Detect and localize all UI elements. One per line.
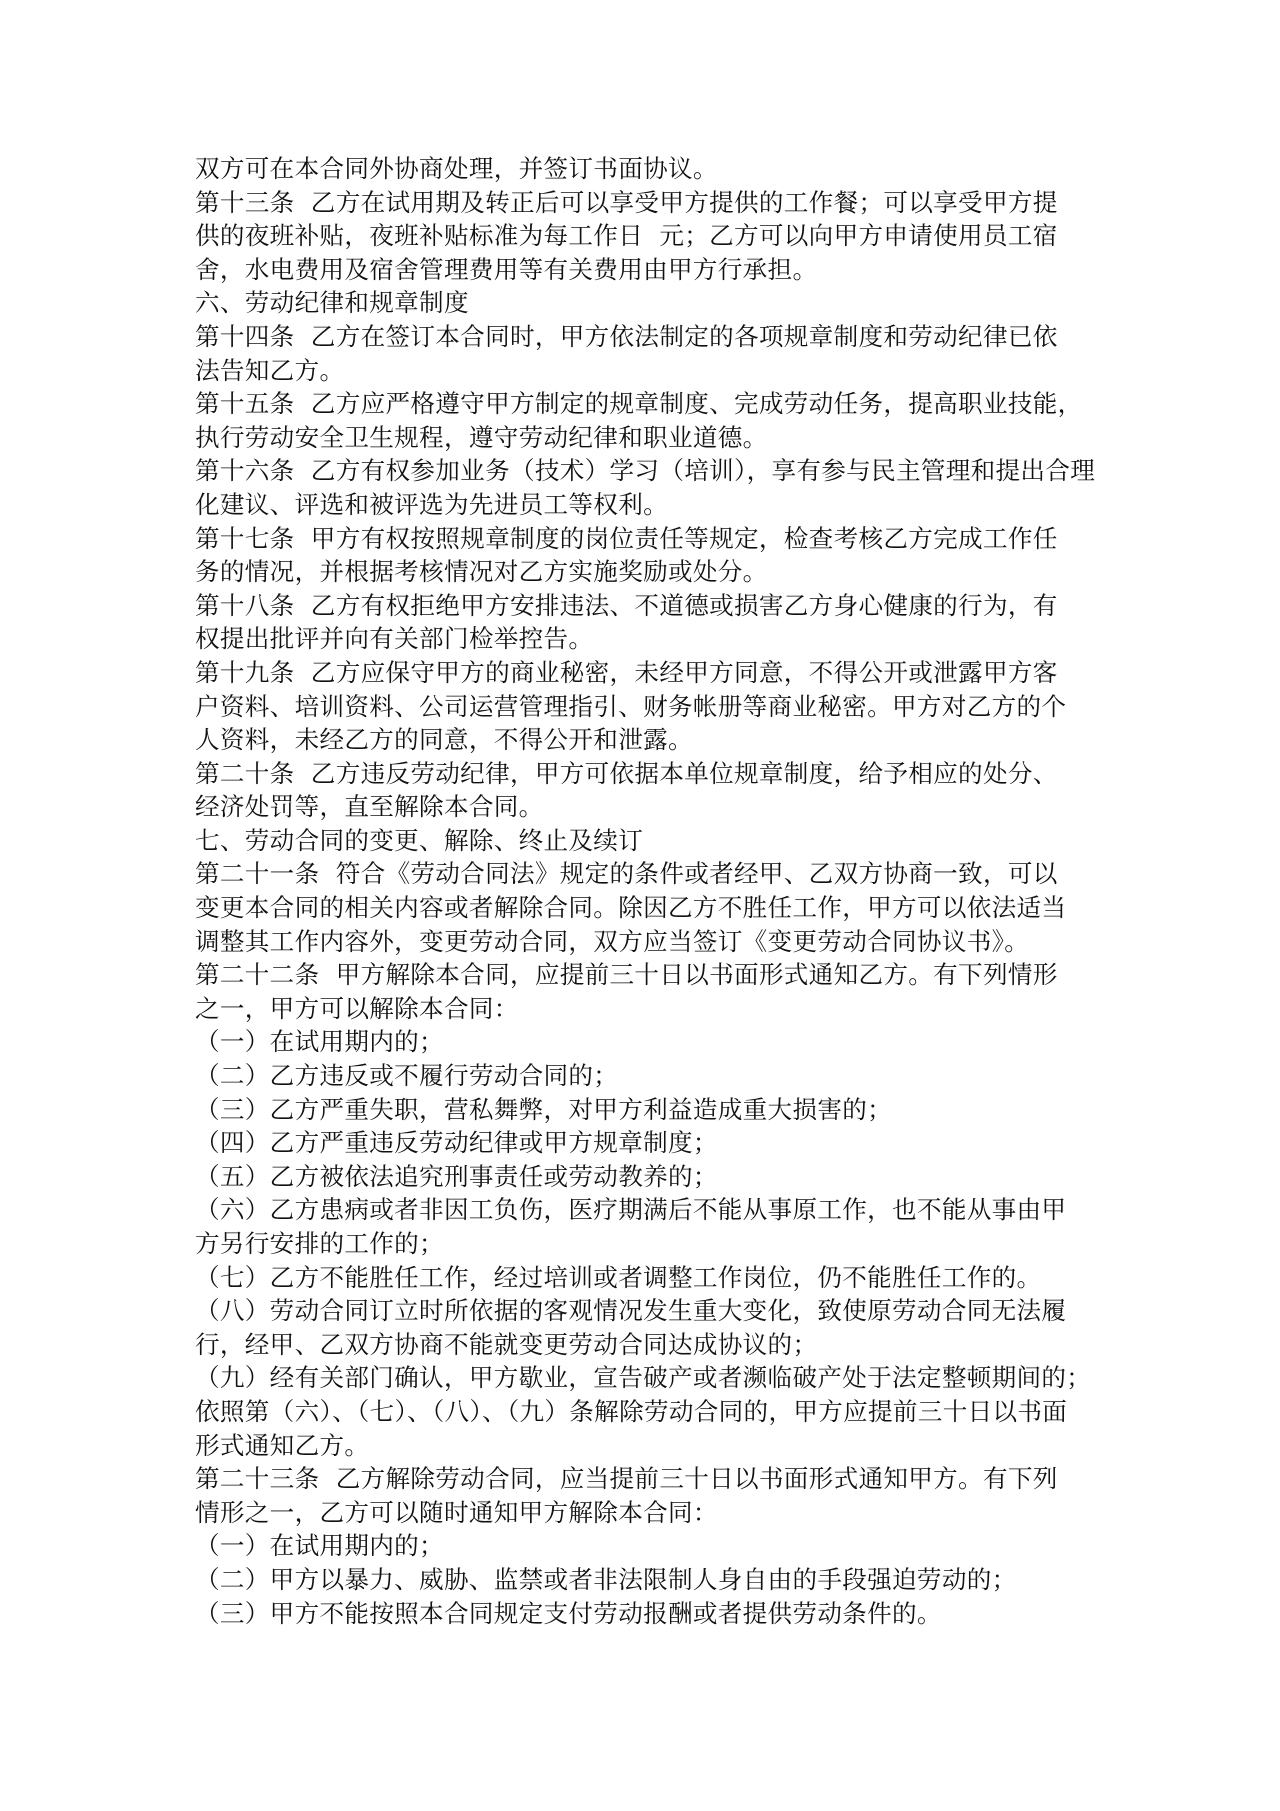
text-line: 第十五条 乙方应严格遵守甲方制定的规章制度、完成劳动任务，提高职业技能， xyxy=(195,389,1083,419)
text-line: 双方可在本合同外协商处理，并签订书面协议。 xyxy=(195,154,718,183)
list-item: （一）在试用期内的； xyxy=(195,1531,444,1561)
list-item: （六）乙方患病或者非因工负伤，医疗期满后不能从事原工作，也不能从事由甲 xyxy=(195,1195,1067,1225)
list-item: （二）甲方以暴力、威胁、监禁或者非法限制人身自由的手段强迫劳动的； xyxy=(195,1564,1017,1594)
list-item: （三）甲方不能按照本合同规定支付劳动报酬或者提供劳动条件的。 xyxy=(195,1598,942,1628)
list-item: （九）经有关部门确认，甲方歇业，宣告破产或者濒临破产处于法定整顿期间的； xyxy=(195,1363,1092,1393)
text-line: 务的情况，并根据考核情况对乙方实施奖励或处分。 xyxy=(195,557,768,587)
list-item: （八）劳动合同订立时所依据的客观情况发生重大变化，致使原劳动合同无法履 xyxy=(195,1296,1067,1326)
text-line: 第十七条 甲方有权按照规章制度的岗位责任等规定，检查考核乙方完成工作任 xyxy=(195,523,1058,553)
text-line: 第二十一条 符合《劳动合同法》规定的条件或者经甲、乙双方协商一致，可以 xyxy=(195,859,1058,889)
text-line: 化建议、评选和被评选为先进员工等权利。 xyxy=(195,489,668,519)
text-line: 第十九条 乙方应保守甲方的商业秘密，未经甲方同意，不得公开或泄露甲方客 xyxy=(195,657,1058,687)
list-item: （二）乙方违反或不履行劳动合同的； xyxy=(195,1061,619,1091)
list-item: （五）乙方被依法追究刑事责任或劳动教养的； xyxy=(195,1161,718,1191)
text-line: 形式通知乙方。 xyxy=(195,1430,370,1460)
text-line: 户资料、培训资料、公司运营管理指引、财务帐册等商业秘密。甲方对乙方的个 xyxy=(195,691,1067,721)
text-line: 第二十条 乙方违反劳动纪律，甲方可依据本单位规章制度，给予相应的处分、 xyxy=(195,758,1058,788)
text-line: 调整其工作内容外，变更劳动合同，双方应当签订《变更劳动合同协议书》。 xyxy=(195,926,1030,956)
list-item: （一）在试用期内的； xyxy=(195,1027,444,1057)
text-line: 第二十三条 乙方解除劳动合同，应当提前三十日以书面形式通知甲方。有下列 xyxy=(195,1464,1058,1494)
text-line: 情形之一，乙方可以随时通知甲方解除本合同： xyxy=(195,1497,718,1527)
text-line: 人资料，未经乙方的同意，不得公开和泄露。 xyxy=(195,725,693,755)
text-line: 权提出批评并向有关部门检举控告。 xyxy=(195,624,594,654)
text-line: 第十六条 乙方有权参加业务（技术）学习（培训），享有参与民主管理和提出合理 xyxy=(195,456,1096,486)
text-line: 供的夜班补贴，夜班补贴标准为每工作日 元；乙方可以向甲方申请使用员工宿 xyxy=(195,221,1058,251)
section-heading: 七、劳动合同的变更、解除、终止及续订 xyxy=(195,825,644,855)
text-line: 经济处罚等，直至解除本合同。 xyxy=(195,792,544,822)
list-item: （七）乙方不能胜任工作，经过培训或者调整工作岗位，仍不能胜任工作的。 xyxy=(195,1262,1042,1292)
document-page xyxy=(195,152,1100,1630)
section-heading: 六、劳动纪律和规章制度 xyxy=(195,288,469,318)
text-line: 法告知乙方。 xyxy=(195,355,345,385)
text-line: 依照第（六）、（七）、（八）、（九）条解除劳动合同的，甲方应提前三十日以书面 xyxy=(195,1396,1068,1426)
text-line: 第十四条 乙方在签订本合同时，甲方依法制定的各项规章制度和劳动纪律已依 xyxy=(195,321,1058,351)
text-line: 舍，水电费用及宿舍管理费用等有关费用由甲方行承担。 xyxy=(195,254,818,284)
list-item: （三）乙方严重失职，营私舞弊，对甲方利益造成重大损害的； xyxy=(195,1094,893,1124)
list-item: 行，经甲、乙双方协商不能就变更劳动合同达成协议的； xyxy=(195,1329,818,1359)
text-line: 第二十二条 甲方解除本合同，应提前三十日以书面形式通知乙方。有下列情形 xyxy=(195,960,1058,990)
text-line: 执行劳动安全卫生规程，遵守劳动纪律和职业道德。 xyxy=(195,422,768,452)
text-line: 第十八条 乙方有权拒绝甲方安排违法、不道德或损害乙方身心健康的行为，有 xyxy=(195,590,1058,620)
text-line: 变更本合同的相关内容或者解除合同。除因乙方不胜任工作，甲方可以依法适当 xyxy=(195,893,1067,923)
list-item: 方另行安排的工作的； xyxy=(195,1229,444,1258)
text-line: 第十三条 乙方在试用期及转正后可以享受甲方提供的工作餐；可以享受甲方提 xyxy=(195,187,1058,217)
text-line: 之一，甲方可以解除本合同： xyxy=(195,993,519,1023)
list-item: （四）乙方严重违反劳动纪律或甲方规章制度； xyxy=(195,1128,718,1158)
